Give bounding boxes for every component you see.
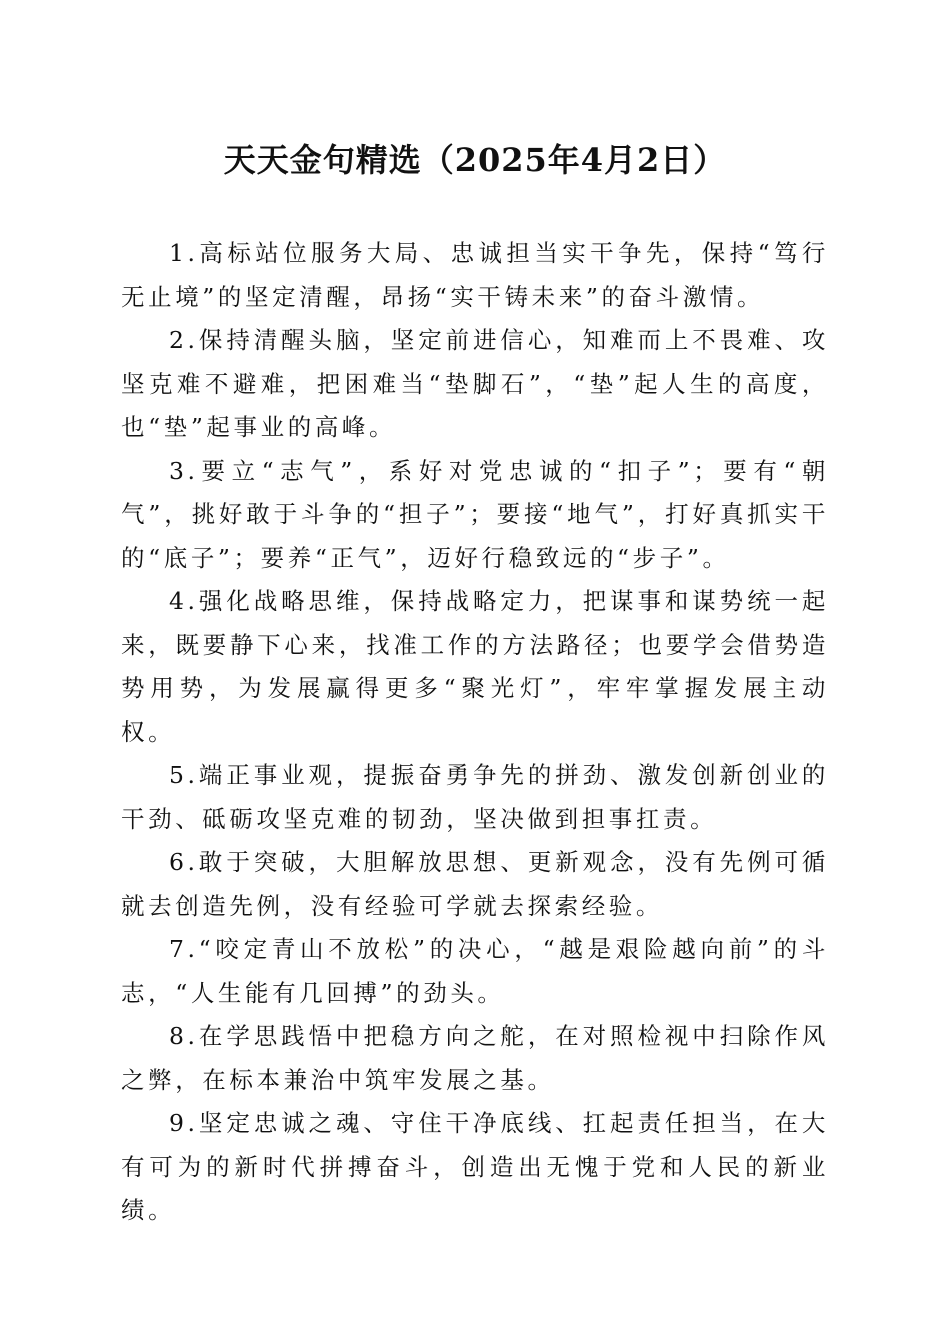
document-body <box>121 232 829 1233</box>
quote-item-1: 1.高标站位服务大局、忠诚担当实干争先，保持“笃行无止境”的坚定清醒，昂扬“实干铸未来”的奋斗激情。 <box>121 239 829 311</box>
quote-item-7: 7.“咬定青山不放松”的决心，“越是艰险越向前”的斗志，“人生能有几回搏”的劲头。 <box>121 935 829 1007</box>
quote-item-5: 5.端正事业观，提振奋勇争先的拼劲、激发创新创业的干劲、砥砺攻坚克难的韧劲，坚决做到担事扛责。 <box>121 761 829 833</box>
quote-item-6: 6.敢于突破，大胆解放思想、更新观念，没有先例可循就去创造先例，没有经验可学就去探索经验。 <box>121 848 829 920</box>
quote-item-3: 3.要立“志气”，系好对党忠诚的“扣子”；要有“朝气”，挑好敢于斗争的“担子”；要接“地气”，打好真抓实干的“底子”；要养“正气”，迈好行稳致远的“步子”。 <box>121 456 829 572</box>
quote-item-9: 9.坚定忠诚之魂、守住干净底线、扛起责任担当，在大有可为的新时代拼搏奋斗，创造出无愧于党和人民的新业绩。 <box>121 1109 829 1224</box>
document-title: 天天金句精选（2025年4月2日） <box>223 141 727 179</box>
quote-item-2: 2.保持清醒头脑，坚定前进信心，知难而上不畏难、攻坚克难不避难，把困难当“垫脚石”，“垫”起人生的高度，也“垫”起事业的高峰。 <box>121 326 829 441</box>
quote-item-8: 8.在学思践悟中把稳方向之舵，在对照检视中扫除作风之弊，在标本兼治中筑牢发展之基。 <box>121 1022 829 1094</box>
quote-item-4: 4.强化战略思维，保持战略定力，把谋事和谋势统一起来，既要静下心来，找准工作的方法路径；也要学会借势造势用势，为发展赢得更多“聚光灯”，牢牢掌握发展主动权。 <box>121 587 829 746</box>
